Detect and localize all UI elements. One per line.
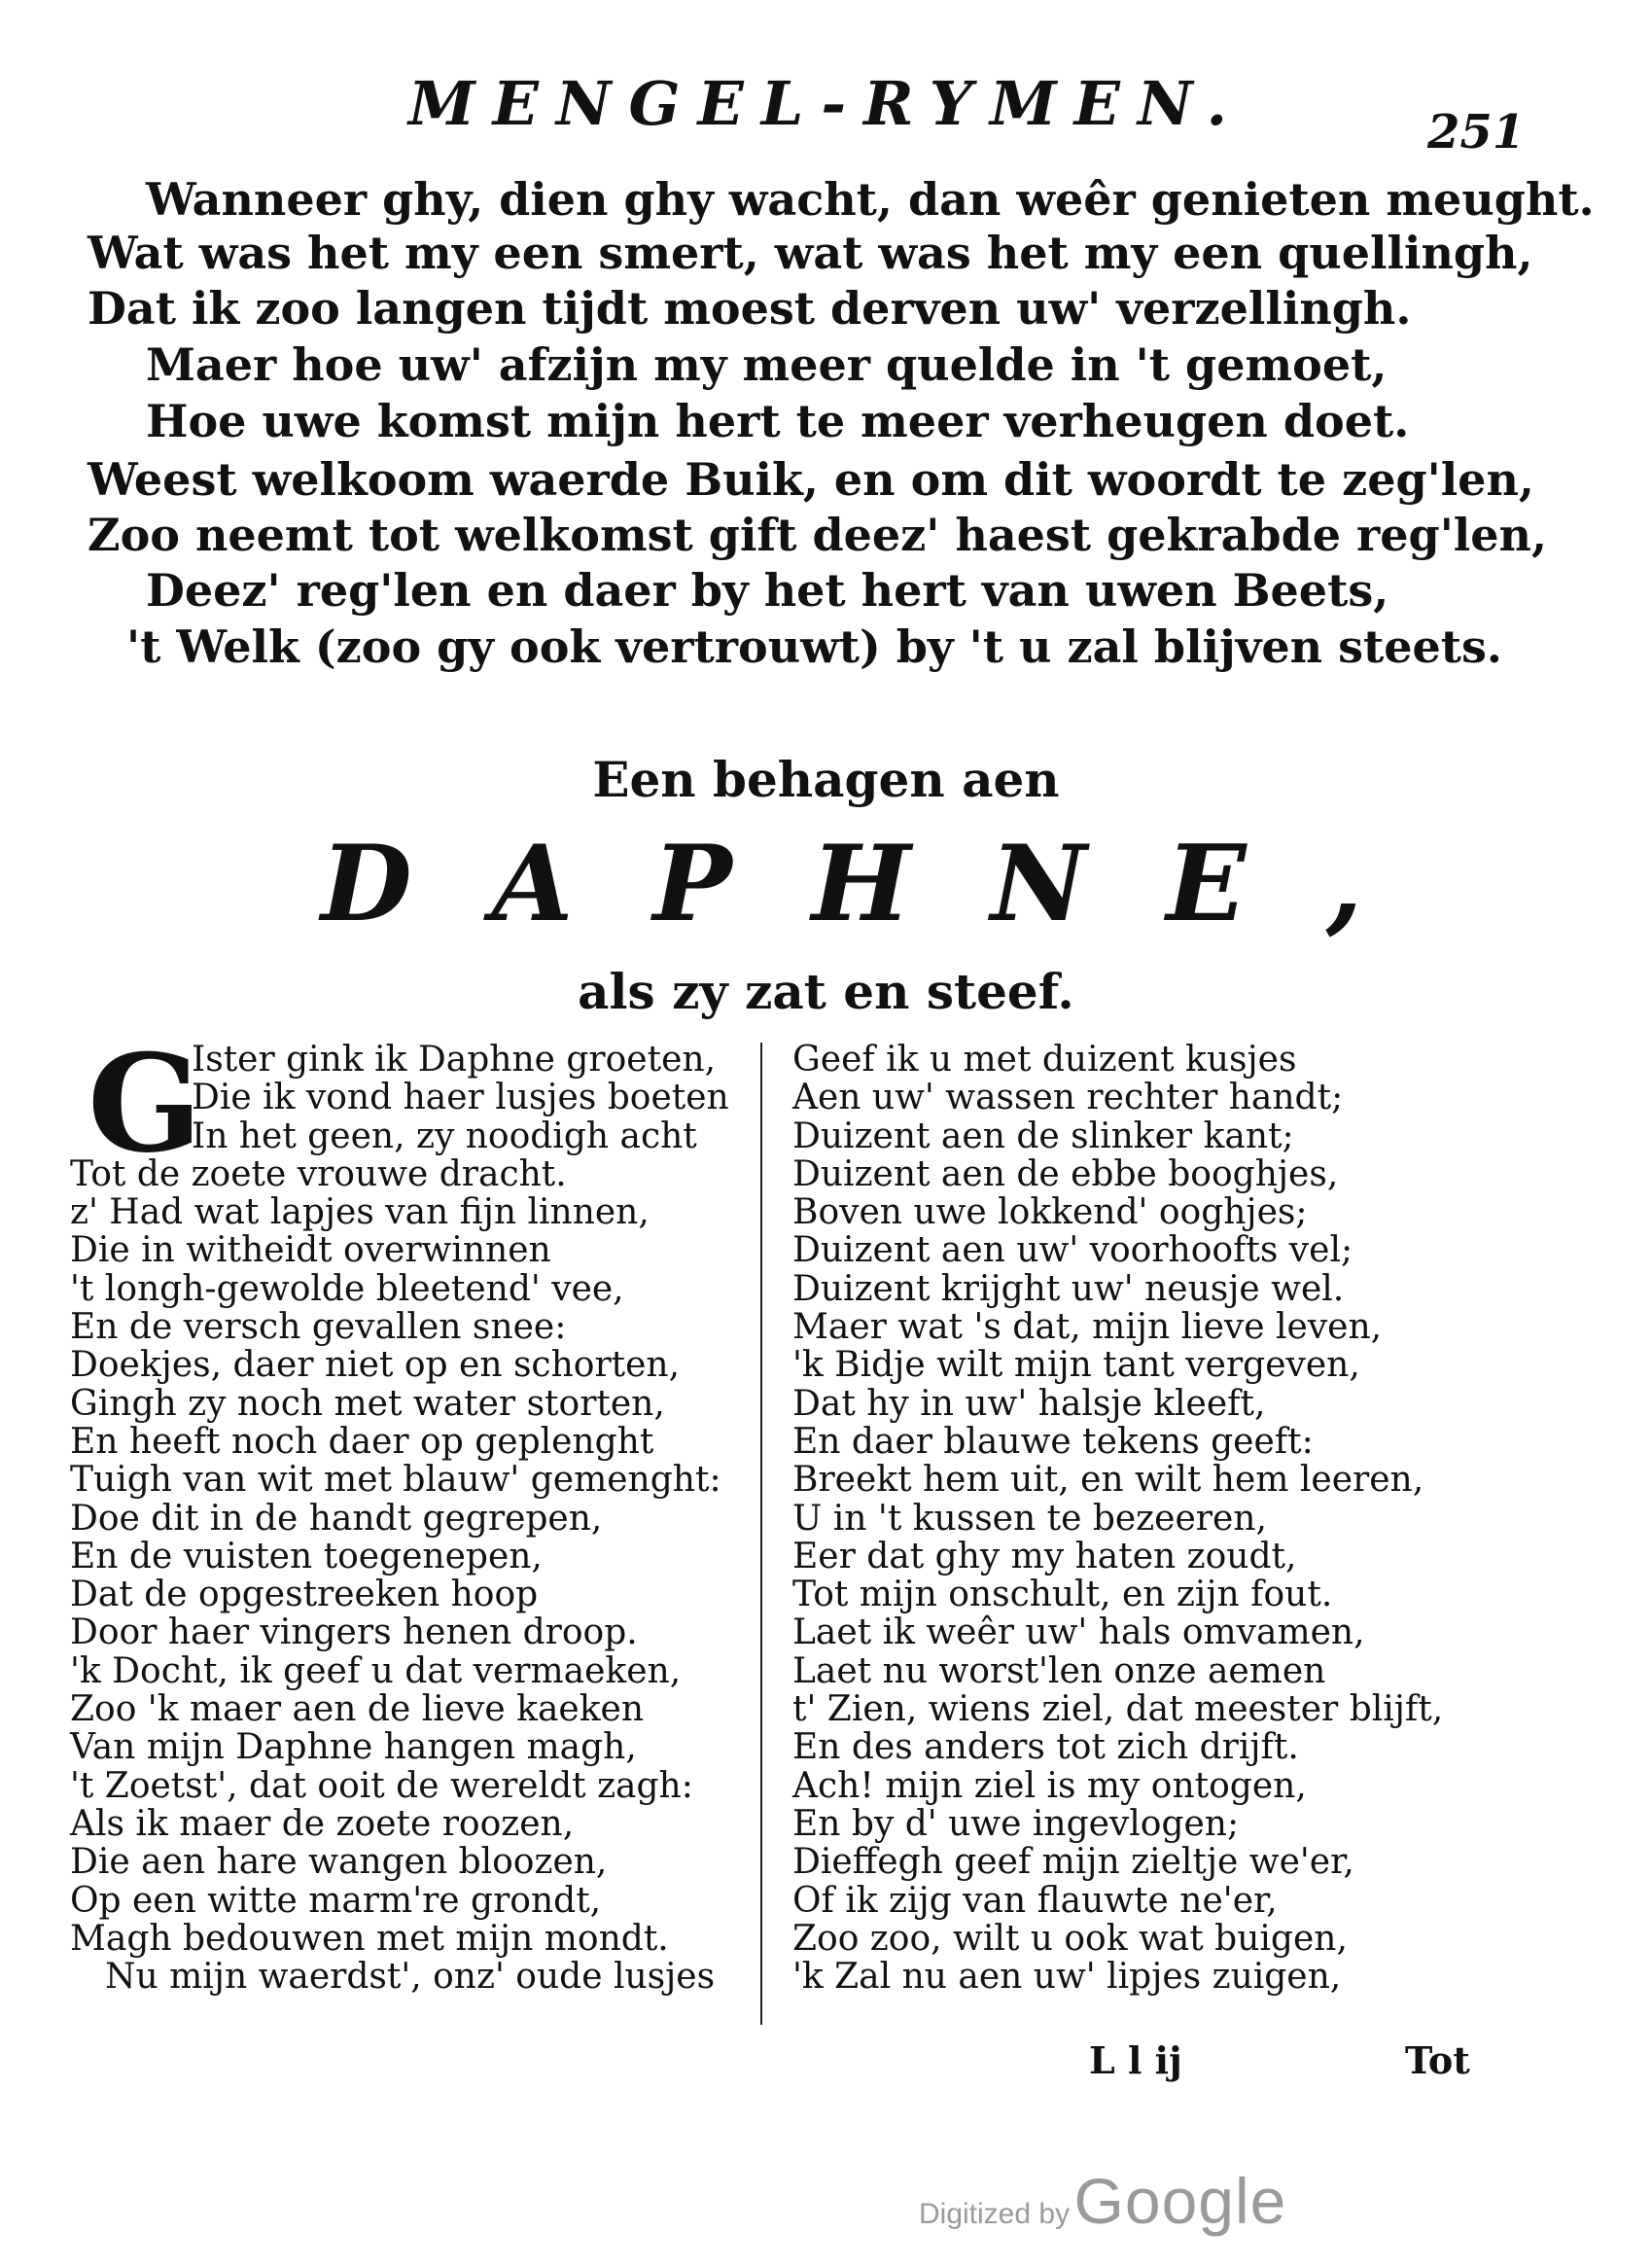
poem-line: Duizent aen de ebbe booghjes, bbox=[792, 1153, 1339, 1194]
poem-line: Boven uwe lokkend' ooghjes; bbox=[792, 1192, 1308, 1233]
poem-line: U in 't kussen te bezeeren, bbox=[792, 1498, 1267, 1539]
right-column bbox=[792, 1040, 1444, 1998]
poem-line: En heeft noch daer op geplenght bbox=[70, 1421, 654, 1462]
signature-mark: L l ij bbox=[1089, 2038, 1182, 2082]
poem-line: Doekjes, daer niet op en schorten, bbox=[70, 1345, 681, 1386]
verse-line: Hoe uwe komst mijn hert te meer verheugen doet. bbox=[146, 395, 1410, 447]
poem-line: Zoo 'k maer aen de lieve kaeken bbox=[70, 1689, 645, 1730]
poem-line: Als ik maer de zoete roozen, bbox=[70, 1803, 575, 1844]
verse-line: Deez' reg'len en daer by het hert van uwen Beets, bbox=[146, 564, 1389, 617]
poem-line: Zoo zoo, wilt u ook wat buigen, bbox=[792, 1918, 1348, 1959]
poem-line: 't Zoetst', dat ooit de wereldt zagh: bbox=[70, 1765, 693, 1806]
poem-line: En des anders tot zich drijft. bbox=[792, 1727, 1299, 1768]
catchword: Tot bbox=[1405, 2038, 1470, 2082]
verse-line: 't Welk (zoo gy ook vertrouwt) by 't u zal blijven steets. bbox=[126, 620, 1502, 673]
poem-line: Ister gink ik Daphne groeten, bbox=[192, 1040, 717, 1080]
poem-line: Op een witte marm're grondt, bbox=[70, 1880, 602, 1921]
poem-line: Van mijn Daphne hangen magh, bbox=[70, 1727, 637, 1768]
poem-line: Laet nu worst'len onze aemen bbox=[792, 1650, 1326, 1691]
watermark-prefix: Digitized by bbox=[919, 2198, 1071, 2230]
poem-line: Doe dit in de handt gegrepen, bbox=[70, 1498, 603, 1539]
poem-line: Dat hy in uw' halsje kleeft, bbox=[792, 1383, 1266, 1424]
poem-line: Of ik zijg van flauwte ne'er, bbox=[792, 1880, 1278, 1921]
poem-line: Dat de opgestreeken hoop bbox=[70, 1575, 539, 1615]
poem-line: Die in witheidt overwinnen bbox=[70, 1230, 551, 1271]
poem-line: Ach! mijn ziel is my ontogen, bbox=[792, 1765, 1307, 1806]
poem-line: Duizent aen uw' voorhoofts vel; bbox=[792, 1230, 1353, 1271]
poem-title-name: DAPHNE, bbox=[321, 823, 1443, 945]
poem-line: En by d' uwe ingevlogen; bbox=[792, 1803, 1240, 1844]
poem-line: Laet ik weêr uw' hals omvamen, bbox=[792, 1612, 1365, 1653]
google-logo: Google bbox=[1073, 2165, 1287, 2237]
poem-line: Duizent krijght uw' neusje wel. bbox=[792, 1268, 1345, 1309]
poem-line: En de versch gevallen snee: bbox=[70, 1307, 567, 1348]
poem-line: Breekt hem uit, en wilt hem leeren, bbox=[792, 1460, 1424, 1501]
poem-line: Maer wat 's dat, mijn lieve leven, bbox=[792, 1307, 1383, 1348]
column-divider bbox=[760, 1043, 762, 2025]
poem-line: Geef ik u met duizent kusjes bbox=[792, 1040, 1297, 1080]
poem-line: En de vuisten toegenepen, bbox=[70, 1536, 543, 1576]
drop-cap: G bbox=[88, 1024, 202, 1183]
poem-line: 'k Zal nu aen uw' lipjes zuigen, bbox=[792, 1957, 1342, 1998]
poem-line: Tot de zoete vrouwe dracht. bbox=[70, 1153, 567, 1194]
running-head: MENGEL-RYMEN. bbox=[408, 68, 1246, 139]
poem-line: Tuigh van wit met blauw' gemenght: bbox=[70, 1460, 721, 1501]
poem-subtitle: als zy zat en steef. bbox=[578, 963, 1074, 1020]
poem-line: Gingh zy noch met water storten, bbox=[70, 1383, 665, 1424]
poem-line: z' Had wat lapjes van fijn linnen, bbox=[70, 1192, 650, 1233]
poem-line: 'k Docht, ik geef u dat vermaeken, bbox=[70, 1650, 682, 1691]
poem-line: Die aen hare wangen bloozen, bbox=[70, 1842, 608, 1883]
verse-line: Dat ik zoo langen tijdt moest derven uw' verzellingh. bbox=[88, 282, 1412, 335]
poem-line: En daer blauwe tekens geeft: bbox=[792, 1421, 1314, 1462]
poem-line: In het geen, zy noodigh acht bbox=[192, 1115, 697, 1156]
left-column bbox=[70, 1040, 729, 1998]
poem-line: Door haer vingers henen droop. bbox=[70, 1612, 638, 1653]
verse-line: Weest welkoom waerde Buik, en om dit woordt te zeg'len, bbox=[88, 453, 1534, 506]
poem-line: 'k Bidje wilt mijn tant vergeven, bbox=[792, 1345, 1360, 1386]
poem-line: Duizent aen de slinker kant; bbox=[792, 1115, 1294, 1156]
digitized-watermark bbox=[919, 2164, 1286, 2238]
poem-line: Magh bedouwen met mijn mondt. bbox=[70, 1918, 669, 1959]
verse-line: Maer hoe uw' afzijn my meer quelde in 't gemoet, bbox=[146, 338, 1388, 391]
verse-line: Wanneer ghy, dien ghy wacht, dan weêr genieten meught. bbox=[146, 173, 1595, 226]
poem-line: t' Zien, wiens ziel, dat meester blijft, bbox=[792, 1689, 1444, 1730]
poem-line: Nu mijn waerdst', onz' oude lusjes bbox=[105, 1957, 716, 1998]
poem-line: Tot mijn onschult, en zijn fout. bbox=[792, 1575, 1333, 1615]
poem-line: Aen uw' wassen rechter handt; bbox=[792, 1078, 1344, 1118]
poem-title-intro: Een behagen aen bbox=[592, 751, 1060, 808]
page-number: 251 bbox=[1427, 105, 1526, 159]
poem-line: Die ik vond haer lusjes boeten bbox=[192, 1078, 729, 1118]
poem-line: 't longh-gewolde bleetend' vee, bbox=[70, 1268, 624, 1309]
verse-line: Zoo neemt tot welkomst gift deez' haest gekrabde reg'len, bbox=[88, 509, 1547, 561]
poem-line: Eer dat ghy my haten zoudt, bbox=[792, 1536, 1297, 1576]
poem-line: Dieffegh geef mijn zieltje we'er, bbox=[792, 1842, 1354, 1883]
verse-line: Wat was het my een smert, wat was het my een quellingh, bbox=[88, 227, 1533, 279]
